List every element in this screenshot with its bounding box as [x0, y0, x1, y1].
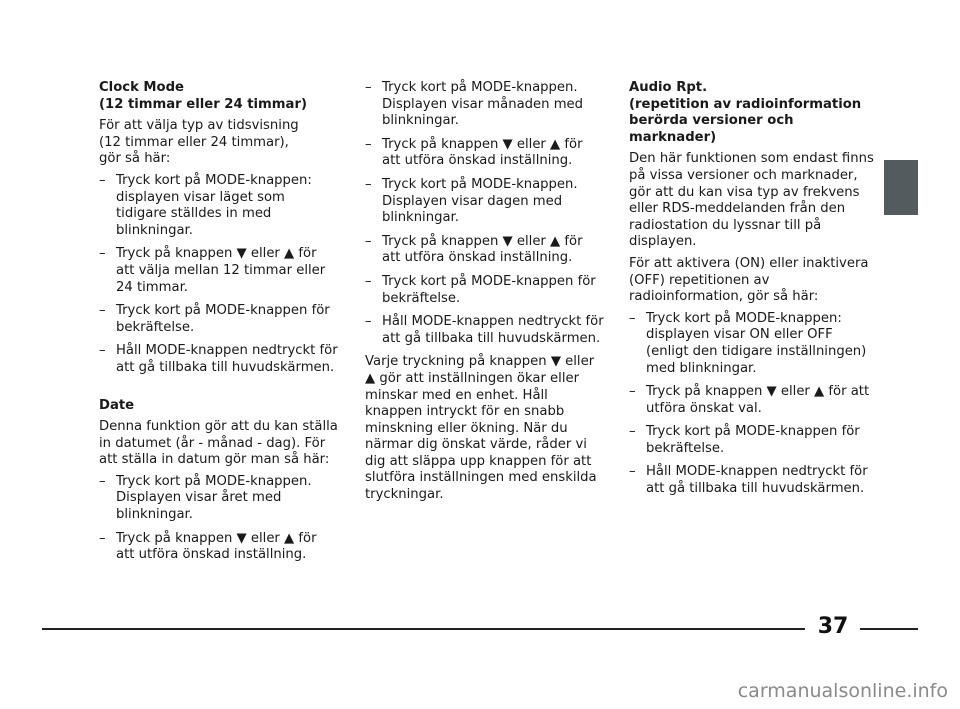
audio-rpt-steps: [629, 311, 874, 498]
adjustment-note: Varje tryckning på knappen ▼ eller ▲ gör att inställningen ökar eller minskar med en enhet. Håll knappen intryckt för en snabb minskning eller ökning. När du närmar dig önskat värde, råder vi dig att släppa upp knappen för att slutföra inställningen med enskilda tryckningar.: [365, 354, 597, 503]
clock-mode-intro: För att välja typ av tidsvisning (12 timmar eller 24 timmar), gör så här:: [99, 118, 299, 167]
audio-rpt-description: Den här funktionen som endast finns på vissa versioner och marknader, gör att du kan visa typ av frekvens eller RDS-meddelanden från den radiostation du lyssnar till på displayen.: [629, 151, 874, 250]
list-item: – Håll MODE-knappen nedtryckt för att gå tillbaka till huvudskärmen.: [629, 464, 868, 497]
list-item: – Tryck kort på MODE-knappen. Displayen visar dagen med blinkningar.: [365, 176, 578, 226]
list-item-text: Tryck på knappen ▼ eller ▲ för att utföra önskat val.: [646, 384, 870, 416]
list-item-text: Tryck på knappen ▼ eller ▲ för att utföra önskad inställning.: [116, 530, 317, 563]
list-item-text: Håll MODE-knappen nedtryckt för att gå tillbaka till huvudskärmen.: [116, 343, 338, 375]
list-item-text: Tryck kort på MODE-knappen. Displayen visar månaden med blinkningar.: [382, 80, 584, 129]
list-item-text: Tryck kort på MODE-knappen: displayen visar läget som tidigare ställdes in med blinkningar.: [116, 172, 312, 238]
list-item: – Tryck kort på MODE-knappen: displayen visar läget som tidigare ställdes in med blinkningar.: [99, 172, 312, 238]
footer-rule-right: [860, 628, 918, 630]
page-number: 37: [817, 614, 849, 639]
clock-mode-steps: [99, 173, 339, 377]
column-right: [629, 80, 874, 505]
section-tab-marker: [884, 160, 918, 215]
list-item-text: Tryck på knappen ▼ eller ▲ för att utföra önskad inställning.: [382, 136, 583, 169]
list-item: – Tryck på knappen ▼ eller ▲ för att utföra önskad inställning.: [365, 136, 583, 169]
list-item-text: Tryck kort på MODE-knappen. Displayen visar året med blinkningar.: [116, 473, 312, 523]
list-item: – Tryck kort på MODE-knappen för bekräftelse.: [365, 273, 596, 306]
list-item: – Tryck kort på MODE-knappen. Displayen visar månaden med blinkningar.: [365, 80, 584, 129]
list-item: – Tryck på knappen ▼ eller ▲ för att välja mellan 12 timmar eller 24 timmar.: [99, 246, 326, 295]
list-item-text: Tryck kort på MODE-knappen för bekräftelse.: [646, 424, 860, 456]
list-item: – Tryck kort på MODE-knappen: displayen visar ON eller OFF (enligt den tidigare inställningen) med blinkningar.: [629, 310, 867, 376]
list-item-text: Tryck kort på MODE-knappen. Displayen visar dagen med blinkningar.: [382, 176, 578, 226]
footer-rule-left: [42, 628, 805, 630]
list-item-text: Tryck på knappen ▼ eller ▲ för att välja mellan 12 timmar eller 24 timmar.: [116, 246, 326, 295]
list-item: – Håll MODE-knappen nedtryckt för att gå tillbaka till huvudskärmen.: [99, 343, 338, 375]
list-item: – Tryck kort på MODE-knappen för bekräftelse.: [629, 424, 860, 456]
list-item: – Tryck på knappen ▼ eller ▲ för att utföra önskat val.: [629, 384, 870, 416]
list-item-text: Tryck på knappen ▼ eller ▲ för att utföra önskad inställning.: [382, 233, 583, 266]
list-item-text: Håll MODE-knappen nedtryckt för att gå tillbaka till huvudskärmen.: [382, 314, 604, 346]
list-item-text: Tryck kort på MODE-knappen för bekräftelse.: [382, 273, 596, 306]
column-left: [99, 80, 339, 571]
list-item-text: Tryck kort på MODE-knappen för bekräftelse.: [116, 303, 330, 335]
date-heading: Date: [99, 397, 135, 413]
list-item-text: Tryck kort på MODE-knappen: displayen visar ON eller OFF (enligt den tidigare inställningen) med blinkningar.: [646, 310, 867, 376]
list-item-text: Håll MODE-knappen nedtryckt för att gå tillbaka till huvudskärmen.: [646, 464, 868, 497]
date-steps: [99, 474, 339, 564]
list-item: – Tryck på knappen ▼ eller ▲ för att utföra önskad inställning.: [99, 530, 317, 563]
clock-mode-heading: Clock Mode (12 timmar eller 24 timmar): [99, 80, 307, 112]
audio-rpt-intro: För att aktivera (ON) eller inaktivera (OFF) repetitionen av radioinformation, gör så här:: [629, 255, 869, 305]
list-item: – Tryck kort på MODE-knappen. Displayen visar året med blinkningar.: [99, 473, 312, 523]
date-intro: Denna funktion gör att du kan ställa in datumet (år - månad - dag). För att ställa in datum gör man så här:: [99, 419, 338, 468]
audio-rpt-heading: Audio Rpt. (repetition av radioinformation berörda versioner och marknader): [629, 80, 862, 145]
column-middle: [365, 80, 605, 509]
list-item: – Tryck på knappen ▼ eller ▲ för att utföra önskad inställning.: [365, 233, 583, 266]
watermark: carmanualsonline.info: [737, 680, 948, 702]
list-item: – Håll MODE-knappen nedtryckt för att gå tillbaka till huvudskärmen.: [365, 314, 604, 346]
date-steps-continued: [365, 80, 605, 347]
list-item: – Tryck kort på MODE-knappen för bekräftelse.: [99, 303, 330, 335]
